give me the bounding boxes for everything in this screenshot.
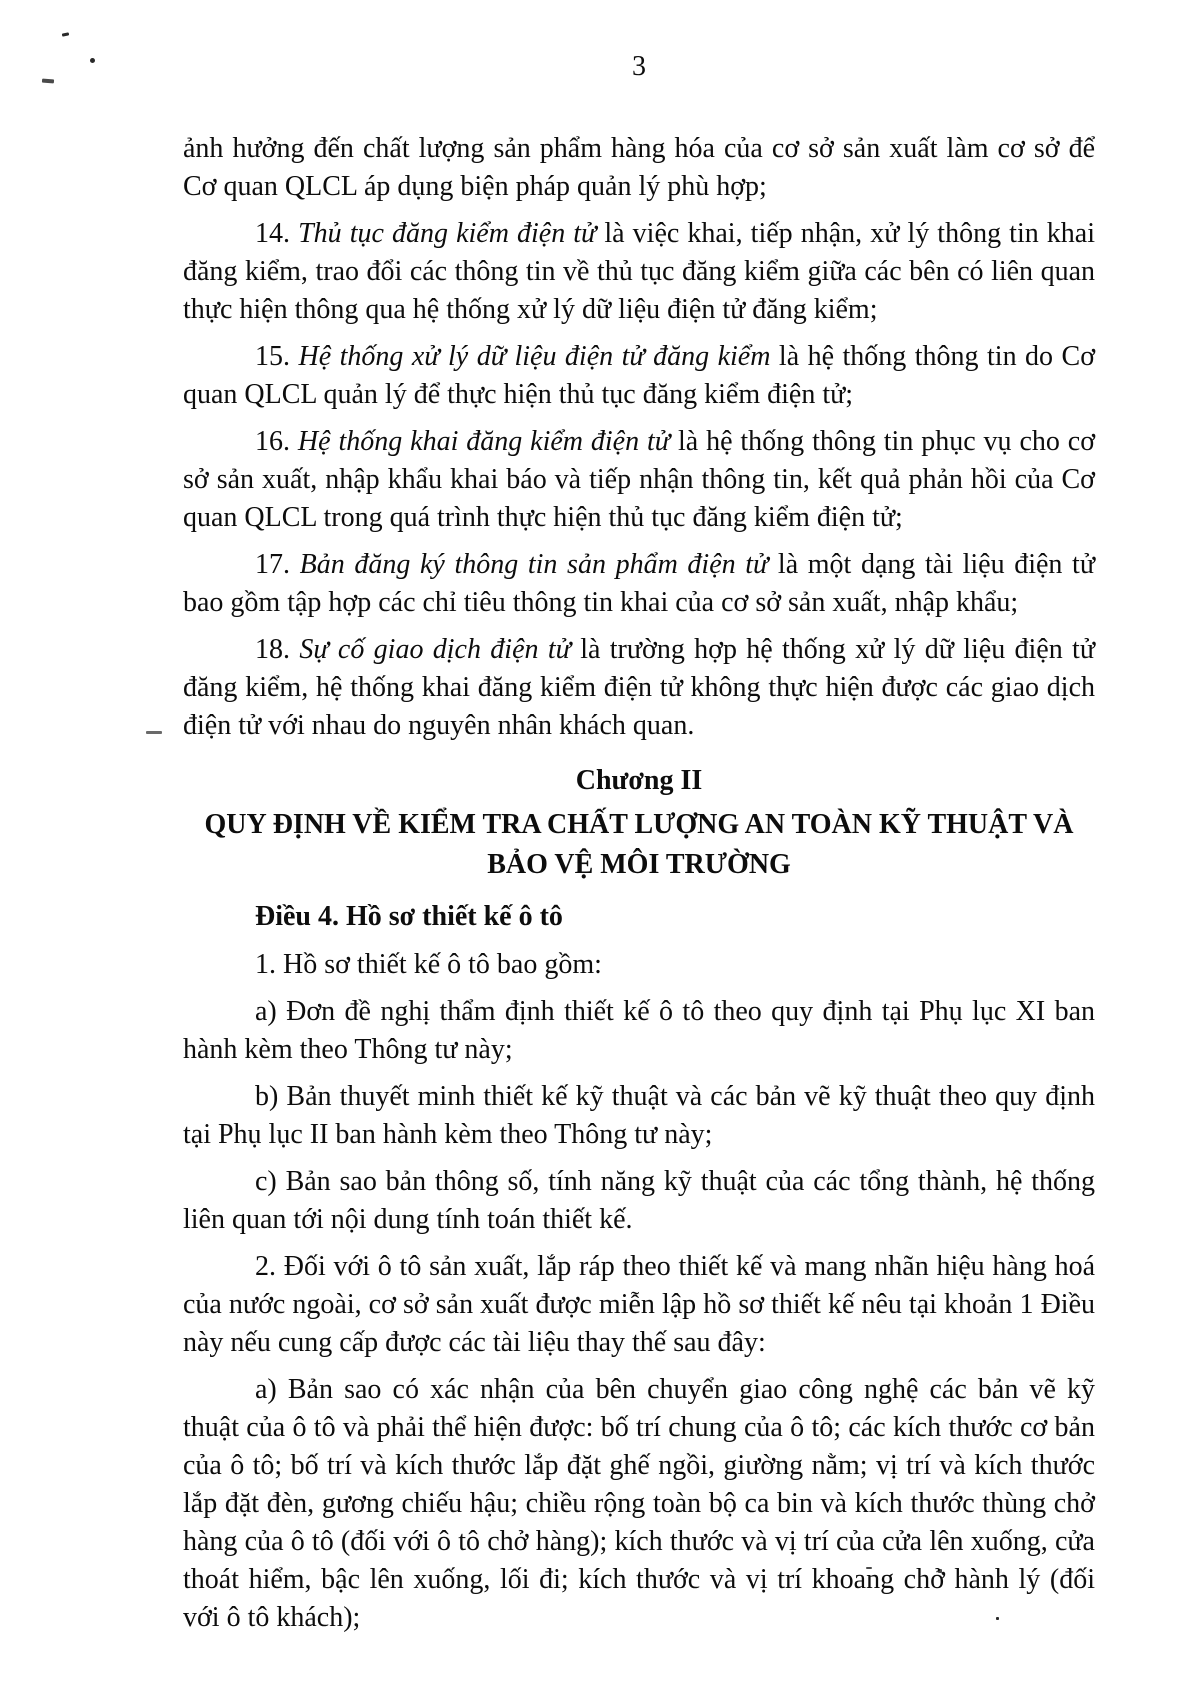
definition-term: Thủ tục đăng kiểm điện tử xyxy=(298,218,597,249)
article-paragraph-1a: a) Đơn đề nghị thẩm định thiết kế ô tô theo quy định tại Phụ lục XI ban hành kèm theo Thông tư này; xyxy=(183,996,1095,1065)
definition-number: 17. xyxy=(255,549,300,580)
article-paragraph-1: 1. Hồ sơ thiết kế ô tô bao gồm: xyxy=(255,949,602,980)
paragraph-continuation: ảnh hưởng đến chất lượng sản phẩm hàng hóa của cơ sở sản xuất làm cơ sở để Cơ quan QLCL áp dụng biện pháp quản lý phù hợp; xyxy=(183,133,1095,202)
definition-number: 16. xyxy=(255,426,298,457)
article-heading: Điều 4. Hồ sơ thiết kế ô tô xyxy=(255,901,563,932)
definition-number: 14. xyxy=(255,218,299,249)
article-paragraph-2a: a) Bản sao có xác nhận của bên chuyển giao công nghệ các bản vẽ kỹ thuật của ô tô và phải thể hiện được: bố trí chung của ô tô; các kích thước cơ bản của ô tô; bố trí và kích thước lắp đặt ghế ngồi, giường nằm; vị trí và kích thước lắp đặt đèn, gương chiếu hậu; chiều rộng toàn bộ ca bin và kích thước thùng chở hàng của ô tô (đối với ô tô chở hàng); kích thước và vị trí của cửa lên xuống, cửa thoát hiểm, bậc lên xuống, lối đi; kích thước và vị trí khoang chở hành lý (đối với ô tô khách); xyxy=(183,1374,1095,1633)
scan-speck xyxy=(62,32,69,36)
definition-term: Bản đăng ký thông tin sản phẩm điện tử xyxy=(299,549,769,580)
definition-text: là một dạng tài liệu điện tử bao gồm tập hợp các chỉ tiêu thông tin khai của cơ sở sản xuất, nhập khẩu; xyxy=(183,549,1095,618)
scan-speck xyxy=(42,79,54,84)
chapter-title-line-2: BẢO VỆ MÔI TRƯỜNG xyxy=(487,849,791,880)
definition-item-15 xyxy=(183,338,1095,414)
scan-speck xyxy=(146,731,162,734)
page-number: 3 xyxy=(632,51,646,82)
article-paragraph-1c: c) Bản sao bản thông số, tính năng kỹ thuật của các tổng thành, hệ thống liên quan tới nội dung tính toán thiết kế. xyxy=(183,1166,1095,1235)
article-paragraph-2: 2. Đối với ô tô sản xuất, lắp ráp theo thiết kế và mang nhãn hiệu hàng hoá của nước ngoài, cơ sở sản xuất được miễn lập hồ sơ thiết kế nêu tại khoản 1 Điều này nếu cung cấp được các tài liệu thay thế sau đây: xyxy=(183,1251,1095,1358)
definition-term: Sự cố giao dịch điện tử xyxy=(299,634,571,665)
definition-text: là trường hợp hệ thống xử lý dữ liệu điện tử đăng kiểm, hệ thống khai đăng kiểm điện tử không thực hiện được các giao dịch điện tử với nhau do nguyên nhân khách quan. xyxy=(183,634,1096,741)
chapter-title xyxy=(183,805,1095,885)
chapter-label: Chương II xyxy=(575,765,703,796)
definition-text: là hệ thống thông tin phục vụ cho cơ sở sản xuất, nhập khẩu khai báo và tiếp nhận thông tin, kết quả phản hồi của Cơ quan QLCL trong quá trình thực hiện thủ tục đăng kiểm điện tử; xyxy=(183,426,1096,533)
definition-term: Hệ thống khai đăng kiểm điện tử xyxy=(297,426,671,457)
definition-item-14 xyxy=(183,215,1095,329)
document-body xyxy=(183,130,1095,1637)
definition-term: Hệ thống xử lý dữ liệu điện tử đăng kiểm xyxy=(298,341,771,372)
definition-item-17 xyxy=(183,546,1095,622)
definition-number: 18. xyxy=(255,634,300,665)
definition-item-16 xyxy=(183,423,1095,537)
definition-item-18 xyxy=(183,631,1095,745)
definition-text: là việc khai, tiếp nhận, xử lý thông tin khai đăng kiểm, trao đổi các thông tin về thủ tục đăng kiểm giữa các bên có liên quan thực hiện thông qua hệ thống xử lý dữ liệu điện tử đăng kiểm; xyxy=(183,218,1095,325)
definition-text: là hệ thống thông tin do Cơ quan QLCL quản lý để thực hiện thủ tục đăng kiểm điện tử; xyxy=(183,341,1096,410)
definition-number: 15. xyxy=(255,341,299,372)
article-paragraph-1b: b) Bản thuyết minh thiết kế kỹ thuật và các bản vẽ kỹ thuật theo quy định tại Phụ lục II ban hành kèm theo Thông tư này; xyxy=(183,1081,1095,1150)
chapter-title-line-1: QUY ĐỊNH VỀ KIỂM TRA CHẤT LƯỢNG AN TOÀN KỸ THUẬT VÀ xyxy=(204,809,1074,840)
scan-speck xyxy=(90,58,95,63)
